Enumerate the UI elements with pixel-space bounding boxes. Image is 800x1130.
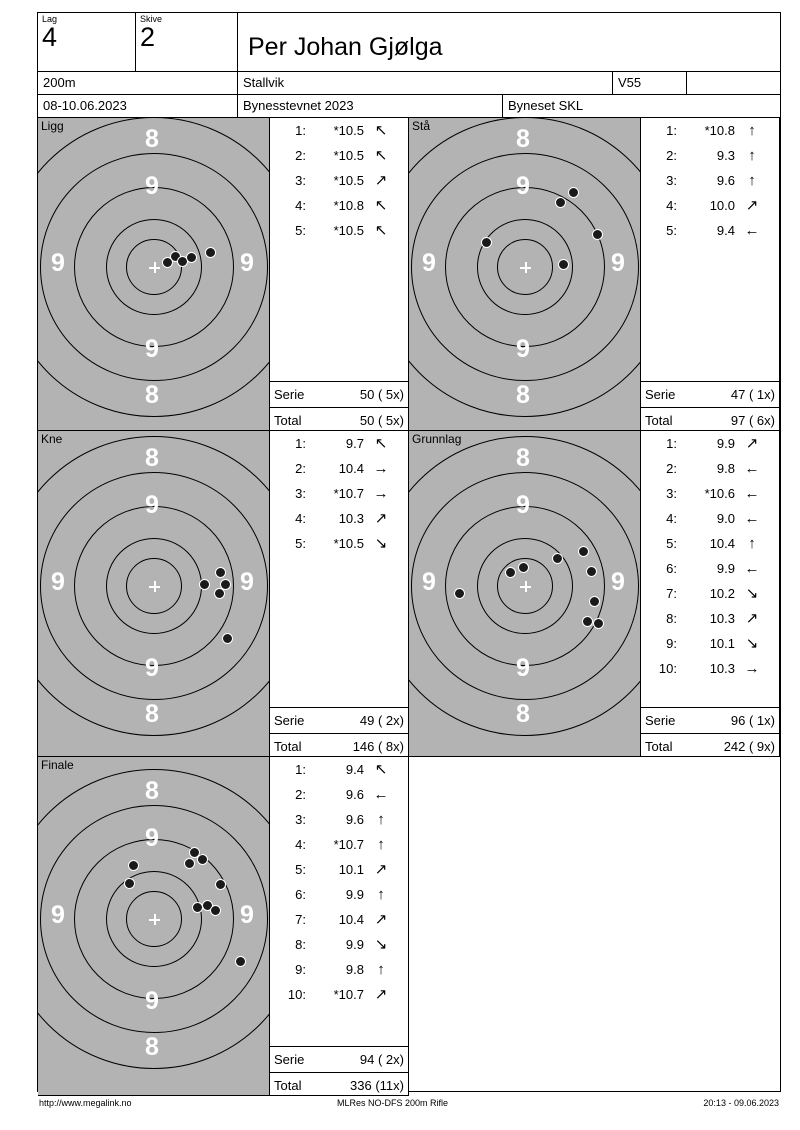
shot-value: 10.0 [709,198,735,213]
skive-value: 2 [140,22,156,52]
ring-number: 9 [145,654,159,682]
ring-number: 8 [516,380,530,409]
ring-number: 9 [422,568,436,596]
total-summary-row [641,733,779,759]
shot-index: 10: [287,987,306,1002]
shot-direction-arrow-icon: ← [373,786,389,803]
shot-row [270,531,408,556]
shot-hole [235,956,246,967]
shot-hole [593,618,604,629]
shot-direction-arrow-icon: ↘ [374,936,388,953]
shot-row [641,193,779,218]
shot-direction-arrow-icon: ↖ [374,435,388,452]
organizer-value: Byneset SKL [508,98,584,113]
shot-index: 2: [666,148,677,163]
shot-row [270,218,408,243]
shot-row [641,218,779,243]
shot-value: 9.9 [716,436,735,451]
shot-value: 9.6 [345,812,364,827]
shot-hole [214,588,225,599]
footer-center-text: MLRes NO-DFS 200m Rifle [337,1098,449,1108]
shot-row [270,506,408,531]
header-row-distance [38,72,780,95]
ring-number: 9 [145,171,159,200]
shot-direction-arrow-icon: ↑ [748,535,756,552]
shot-index: 5: [666,223,677,238]
target-panel-grunnlag [409,431,641,757]
serie-label: Serie [645,387,676,402]
ring-number: 9 [516,334,530,363]
shot-hole [197,854,208,865]
shot-hole [582,616,593,627]
empty-panel [409,757,780,1096]
shot-value: 9.8 [716,461,735,476]
shot-list [641,118,779,381]
shot-direction-arrow-icon: → [373,485,389,502]
ring-number: 8 [145,776,159,805]
shot-row [641,581,779,606]
ring-number: 9 [51,248,65,277]
center-cross-marker [149,262,160,273]
serie-value: 96 ( 1x) [730,713,775,728]
shot-value: 10.2 [709,586,735,601]
shot-index: 5: [295,223,306,238]
target-panel-finale [38,757,270,1096]
shot-direction-arrow-icon: ↗ [374,911,388,928]
shot-direction-arrow-icon: ↗ [745,610,759,627]
shot-row [641,556,779,581]
shot-hole [589,596,600,607]
total-value: 97 ( 6x) [730,413,775,428]
ring-number: 9 [145,823,159,852]
shot-hole [124,878,135,889]
shot-row [641,506,779,531]
ring-number: 9 [422,248,436,277]
shot-direction-arrow-icon: ↗ [374,986,388,1003]
shot-value: 10.4 [709,536,735,551]
series-label: Kne [41,432,63,446]
serie-summary-row [270,381,408,407]
shot-row [641,118,779,143]
shot-index: 4: [666,198,677,213]
shot-index: 10: [658,661,677,676]
shot-direction-arrow-icon: ↑ [748,147,756,164]
shot-value: *10.5 [333,123,364,138]
shot-direction-arrow-icon: ↑ [748,172,756,189]
target-panel-ligg [38,118,270,431]
total-label: Total [274,413,302,428]
total-value: 50 ( 5x) [359,413,404,428]
shot-hole [586,566,597,577]
series-grid [38,118,780,1096]
shot-direction-arrow-icon: ↑ [377,836,385,853]
skive-label: Skive [140,14,163,24]
class-value: V55 [613,72,687,94]
shot-row [270,456,408,481]
series-label: Grunnlag [412,432,462,446]
target-face [409,118,640,430]
shot-index: 3: [295,486,306,501]
shot-index: 8: [666,611,677,626]
shot-value: *10.7 [333,987,364,1002]
shot-row [270,143,408,168]
footer-url[interactable]: http://www.megalink.no [39,1098,132,1108]
shot-index: 1: [295,436,306,451]
shot-value: *10.5 [333,536,364,551]
target-panel-kne [38,431,270,757]
shot-value: 9.9 [716,561,735,576]
serie-summary-row [641,381,779,407]
ring-number: 9 [240,568,254,596]
shot-hole [199,579,210,590]
shot-row [270,757,408,782]
shot-value: 9.0 [716,511,735,526]
total-summary-row [641,407,779,433]
shot-row [641,481,779,506]
lag-value: 4 [42,22,58,52]
distance-value: 200m [38,72,238,94]
serie-label: Serie [645,713,676,728]
shot-hole [578,546,589,557]
shot-index: 2: [295,787,306,802]
shot-index: 3: [666,486,677,501]
ring-number: 9 [516,654,530,682]
total-label: Total [645,413,673,428]
shot-index: 4: [295,511,306,526]
date-value: 08-10.06.2023 [38,95,238,117]
shot-direction-arrow-icon: ↗ [745,197,759,214]
shot-list [270,118,408,381]
shot-row [641,143,779,168]
class-extra-cell [687,72,780,94]
shot-row [641,456,779,481]
shot-row [270,782,408,807]
shot-list [641,431,779,707]
shot-value: *10.6 [704,486,735,501]
ring-number: 9 [516,171,530,200]
shot-hole [518,562,529,573]
shot-direction-arrow-icon: ↖ [374,761,388,778]
shot-value: 9.4 [345,762,364,777]
total-summary-row [270,733,408,759]
serie-value: 49 ( 2x) [359,713,404,728]
shot-direction-arrow-icon: ↘ [745,635,759,652]
shooter-name: Per Johan Gjølga [248,33,443,61]
shot-direction-arrow-icon: ← [744,485,760,502]
result-sheet [37,12,781,1092]
shot-index: 5: [295,536,306,551]
shot-hole [555,197,566,208]
shot-index: 6: [295,887,306,902]
shot-hole [210,905,221,916]
shot-value: 10.1 [709,636,735,651]
center-cross-marker [149,914,160,925]
serie-label: Serie [274,387,305,402]
shot-value: 9.6 [345,787,364,802]
shot-direction-arrow-icon: ↗ [745,435,759,452]
shot-direction-arrow-icon: → [373,460,389,477]
lag-label: Lag [42,14,58,24]
shot-row [270,957,408,982]
ring-number: 8 [516,124,530,153]
shot-direction-arrow-icon: ↖ [374,197,388,214]
shot-value: 9.4 [716,223,735,238]
shot-direction-arrow-icon: ← [744,560,760,577]
ring-number: 8 [145,380,159,409]
shot-value: 10.3 [709,661,735,676]
serie-summary-row [270,707,408,733]
ring-number: 9 [611,568,625,596]
shot-index: 6: [666,561,677,576]
shot-index: 3: [666,173,677,188]
shot-value: 9.6 [716,173,735,188]
ring-number: 9 [51,568,65,596]
shot-value: *10.7 [333,486,364,501]
total-value: 242 ( 9x) [723,739,775,754]
shot-row [641,606,779,631]
target-face [38,757,269,1095]
shot-direction-arrow-icon: ↑ [377,886,385,903]
shot-value: *10.5 [333,173,364,188]
shot-index: 4: [295,198,306,213]
shot-hole [454,588,465,599]
target-face [409,431,640,756]
ring-number: 9 [516,491,530,519]
shot-index: 8: [295,937,306,952]
lag-cell [38,13,136,71]
footer-timestamp: 20:13 - 09.06.2023 [703,1098,779,1108]
shot-direction-arrow-icon: ↘ [374,535,388,552]
total-label: Total [274,739,302,754]
shot-row [270,118,408,143]
shot-index: 9: [666,636,677,651]
shot-value: 9.9 [345,887,364,902]
serie-label: Serie [274,1052,305,1067]
shot-index: 3: [295,812,306,827]
shot-direction-arrow-icon: ← [744,222,760,239]
serie-value: 94 ( 2x) [359,1052,404,1067]
shot-hole [215,567,226,578]
shot-index: 5: [295,862,306,877]
series-label: Stå [412,119,431,133]
shot-direction-arrow-icon: ↑ [377,811,385,828]
shot-value: *10.5 [333,223,364,238]
shot-hole [481,237,492,248]
shot-index: 7: [666,586,677,601]
target-face [38,118,269,430]
shot-index: 2: [295,461,306,476]
shot-direction-arrow-icon: ↑ [748,122,756,139]
shot-row [641,431,779,456]
shot-direction-arrow-icon: ← [744,510,760,527]
shot-hole [215,879,226,890]
total-label: Total [274,1078,302,1093]
center-cross-marker [520,581,531,592]
shot-list [270,757,408,1046]
shot-value: 10.4 [338,912,364,927]
serie-value: 50 ( 5x) [359,387,404,402]
target-face [38,431,269,756]
ring-number: 9 [240,900,254,929]
serie-value: 47 ( 1x) [730,387,775,402]
shot-value: 9.3 [716,148,735,163]
shots-panel-finale [270,757,409,1096]
shot-row [270,907,408,932]
shot-direction-arrow-icon: ↘ [745,585,759,602]
shot-index: 9: [295,962,306,977]
shot-row [641,656,779,681]
shot-list [270,431,408,707]
ring-number: 8 [145,124,159,153]
ring-number: 9 [611,248,625,277]
shots-panel-kne [270,431,409,757]
shot-index: 3: [295,173,306,188]
total-label: Total [645,739,673,754]
shot-direction-arrow-icon: ↗ [374,861,388,878]
shot-value: *10.7 [333,837,364,852]
shot-value: 9.9 [345,937,364,952]
shot-value: *10.5 [333,148,364,163]
shot-value: 10.4 [338,461,364,476]
shot-row [270,168,408,193]
shot-hole [592,229,603,240]
shot-value: 10.3 [709,611,735,626]
shot-direction-arrow-icon: ↖ [374,147,388,164]
shot-direction-arrow-icon: ↖ [374,222,388,239]
shot-row [270,193,408,218]
ring-number: 8 [145,1032,159,1061]
shot-direction-arrow-icon: ← [744,460,760,477]
shot-hole [552,553,563,564]
competition-value: Bynesstevnet 2023 [238,95,503,117]
center-cross-marker [520,262,531,273]
shot-row [270,431,408,456]
shot-index: 2: [295,148,306,163]
center-cross-marker [149,581,160,592]
ring-number: 8 [145,700,159,728]
shot-index: 1: [666,123,677,138]
serie-summary-row [270,1046,408,1072]
shot-row [270,857,408,882]
shot-value: 9.8 [345,962,364,977]
shot-index: 1: [666,436,677,451]
ring-number: 9 [51,900,65,929]
shot-value: *10.8 [333,198,364,213]
shot-direction-arrow-icon: ↑ [377,961,385,978]
shots-panel-stå [641,118,780,431]
shot-index: 2: [666,461,677,476]
shot-index: 1: [295,123,306,138]
ring-number: 8 [516,444,530,472]
shooter-name-cell [238,13,780,71]
serie-summary-row [641,707,779,733]
total-summary-row [270,1072,408,1098]
shot-row [270,832,408,857]
shot-hole [186,252,197,263]
shot-hole [205,247,216,258]
header-row-identity [38,13,780,72]
series-label: Ligg [41,119,64,133]
total-value: 146 ( 8x) [352,739,404,754]
shot-hole [568,187,579,198]
ring-number: 9 [145,491,159,519]
shot-index: 7: [295,912,306,927]
target-panel-stå [409,118,641,431]
shot-direction-arrow-icon: ↗ [374,510,388,527]
shot-row [270,882,408,907]
ring-number: 8 [516,700,530,728]
shot-index: 5: [666,536,677,551]
shot-hole [505,567,516,578]
shot-direction-arrow-icon: ↖ [374,122,388,139]
shot-value: 9.7 [345,436,364,451]
shot-index: 4: [295,837,306,852]
ring-number: 9 [145,334,159,363]
shot-index: 1: [295,762,306,777]
series-label: Finale [41,758,74,772]
shot-row [270,982,408,1007]
ring-number: 9 [240,248,254,277]
shot-row [641,168,779,193]
ring-number: 9 [145,986,159,1015]
shot-direction-arrow-icon: ↗ [374,172,388,189]
shot-row [270,932,408,957]
shot-row [641,631,779,656]
shots-panel-ligg [270,118,409,431]
shot-hole [184,858,195,869]
shot-index: 4: [666,511,677,526]
shot-hole [222,633,233,644]
shot-row [641,531,779,556]
shot-hole [128,860,139,871]
header-row-event [38,95,780,118]
shots-panel-grunnlag [641,431,780,757]
shot-direction-arrow-icon: → [744,660,760,677]
total-summary-row [270,407,408,433]
shot-value: *10.8 [704,123,735,138]
range-value: Stallvik [238,72,613,94]
skive-cell [136,13,238,71]
shot-row [270,481,408,506]
shot-value: 10.3 [338,511,364,526]
shot-hole [558,259,569,270]
total-value: 336 (11x) [350,1078,404,1093]
ring-number: 8 [145,444,159,472]
serie-label: Serie [274,713,305,728]
shot-value: 10.1 [338,862,364,877]
shot-row [270,807,408,832]
